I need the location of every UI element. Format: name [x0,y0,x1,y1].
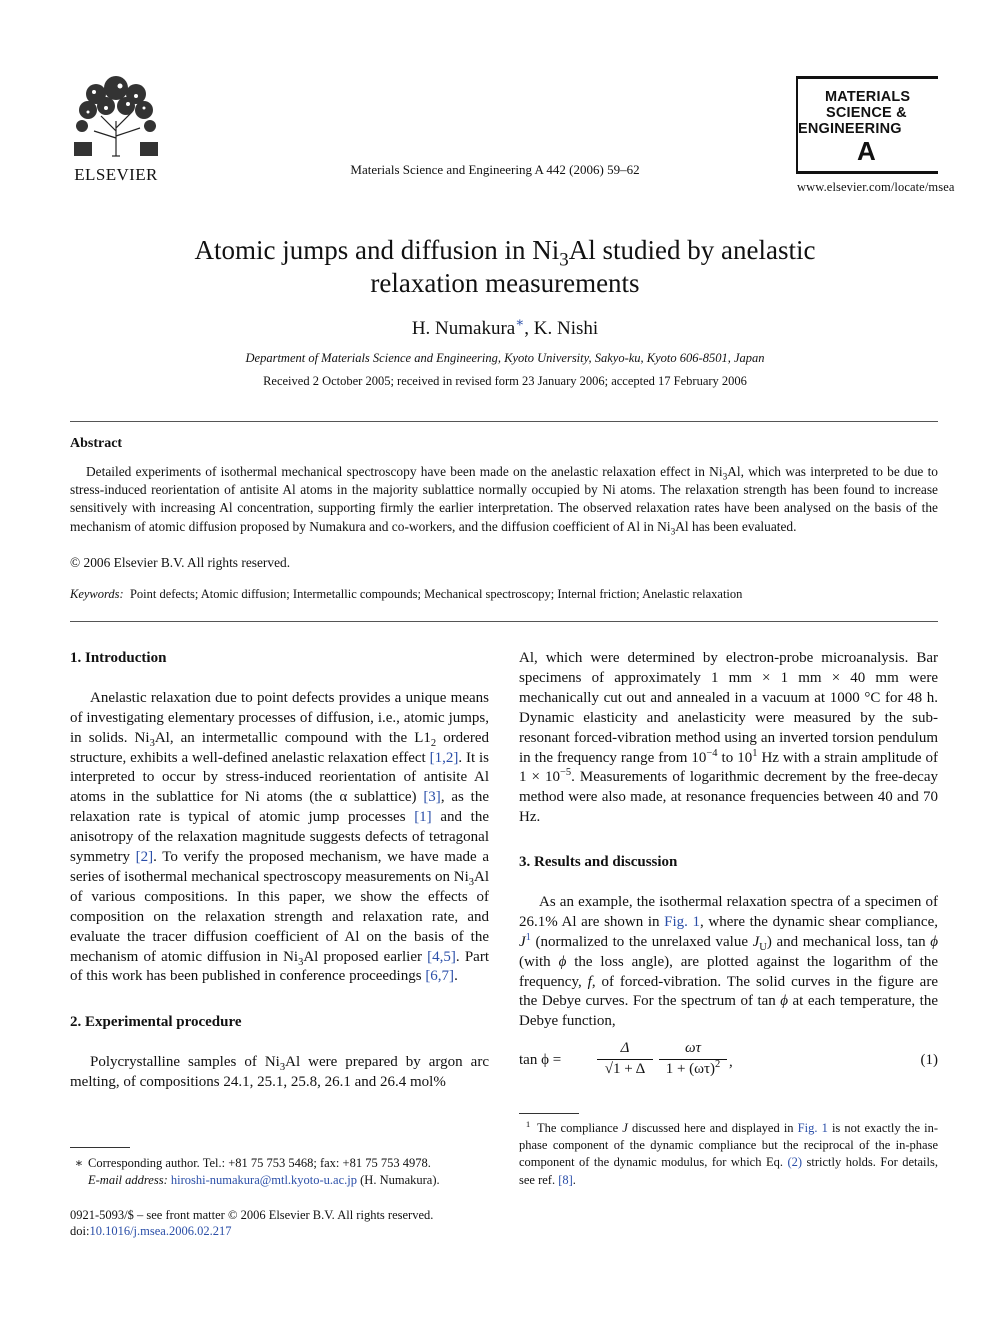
elsevier-wordmark: ELSEVIER [74,165,158,184]
title-text-1: Atomic jumps and diffusion in Ni [194,235,560,265]
fn-ref-8[interactable]: [8] [558,1172,573,1187]
received-dates: Received 2 October 2005; received in revised form 23 January 2006; accepted 17 February 2006 [263,374,747,388]
ref-6-7[interactable]: [6,7] [425,968,455,985]
footnote-1-mark[interactable]: 1 [525,931,531,943]
eq-den-2: 1 + (ωτ) [665,1061,716,1077]
footnote-rule-left [70,1147,130,1148]
experimental-continued: Al, which were determined by electron-probe microanalysis. Bar specimens of approximately 1 mm × 1 mm × 40 mm were mechanically cut out and annealed in a vacuum at 1000 °C for 48 h. Dynamic elasticity and anelasticity were measured by the sub-resonant forced-vibration method using an inverted torsion pendulum in the frequency range from $10^{-4}$ to $10^1$ Hz with a strain amplitude of $1 \times 10^{-5}$. Measurements of logarithmic decrement by the free-decay method were also made, at resonance frequencies between 40 and 70 Hz. [519,650,939,826]
abstract-body: Detailed experiments of isothermal mechanical spectroscopy have been made on the anelastic relaxation effect in $Ni_3Al$, which was interpreted to be due to stress-induced reorientation of antisite Al atoms in the majority sublattice normally occupied by Ni atoms. The relaxation strength has been found to increase sensitively with increasing Al concentration, supporting firmly the earlier interpretation. The observed relaxation rates have been analysed on the basis of the mechanism of atomic diffusion proposed by Numakura and co-workers, and the diffusion coefficient of Al in $Ni_3Al$ has been evaluated. [70,464,938,538]
journal-logo-line-2: SCIENCE & [826,105,907,121]
doi-line: doi:10.1016/j.msea.2006.02.217 [70,1224,232,1238]
footnote-rule-right [519,1113,579,1114]
title-subscript: 3 [559,249,569,271]
experimental-paragraph: Polycrystalline samples of $Ni_3Al$ were prepared by argon arc melting, of compositions 24.1, 25.1, 25.8, 26.1 and 26.4 mol% [70,1054,489,1091]
fn-eq-2-link[interactable]: (2) [787,1155,803,1170]
left-column [70,649,489,1093]
ref-3[interactable]: [3] [423,789,441,806]
elsevier-tree-icon [66,76,166,158]
footnote-1: $^1$ The compliance J discussed here and displayed in Fig. 1 is not exactly the in-phase component of the dynamic compliance but the reciprocal of the in-phase component of the dynamic modulus, for which Eq. (2) strictly holds. For details, see ref. [8]. [519,1118,938,1187]
keywords-list: Point defects; Atomic diffusion; Intermetallic compounds; Mechanical spectroscopy; Internal friction; Anelastic relaxation [129,587,743,601]
equation-1: tan ϕ = $\frac{\Delta}{√1 + \Delta}$ ωτ $1 + (\omega\tau)^2$ , (1) [519,1040,938,1077]
ref-1[interactable]: [1] [414,809,432,826]
section-2-heading: 2. Experimental procedure [70,1014,242,1031]
article-title [100,234,910,300]
author-1: H. Numakura [411,318,516,339]
elsevier-logo [66,76,166,184]
fn-fig-1-link[interactable]: Fig. 1 [797,1121,828,1135]
keywords-label: Keywords: [70,587,124,601]
corresponding-mark[interactable]: ∗ [515,314,525,330]
eq-num-1: Δ [620,1040,630,1056]
abstract-heading: Abstract [70,436,123,451]
eq-number: (1) [920,1052,938,1068]
rule-bottom [70,621,938,622]
doi-link[interactable]: 10.1016/j.msea.2006.02.217 [89,1224,232,1238]
keywords [70,587,938,602]
section-1-heading: 1. Introduction [70,650,167,666]
journal-logo [796,76,938,174]
eq-lhs: tan ϕ = [519,1052,562,1068]
results-paragraph: As an example, the isothermal relaxation spectra of a specimen of 26.1% Al are shown in Fig. 1, where the dynamic shear compliance, $J^1$ (normalized to the unrelaxed value $J_U$) and mechanical loss, tan ϕ (with ϕ the loss angle), are plotted against the logarithm of the frequency, f, of forced-vibration. The solid curves in the figure are the Debye curves. For the spectrum of tan ϕ at each temperature, the Debye function, [519,893,938,1030]
journal-logo-line-3: ENGINEERING [798,121,902,137]
section-3-heading: 3. Results and discussion [519,854,678,871]
fig-1-link[interactable]: Fig. 1 [664,913,701,930]
title-text-2: Al studied by anelastic [568,235,816,265]
ref-1-2[interactable]: [1,2] [429,749,459,766]
copyright-line: © 2006 Elsevier B.V. All rights reserved. [70,555,291,570]
ref-4-5[interactable]: [4,5] [427,948,456,965]
eq-num-2: ωτ [685,1040,701,1056]
rule-top [70,421,938,422]
intro-paragraph: Anelastic relaxation due to point defects provides a unique means of investigating elementary processes of diffusion, i.e., atomic jumps, in solids. $Ni_3Al$, an intermetallic compound with the $L1_2$ ordered structure, exhibits a well-defined anelastic relaxation effect [1,2]. It is interpreted to occur by stress-induced reorientation of antisite Al atoms in the sublattice for Ni atoms (the α sublattice) [3], as the relaxation rate is typical of atomic jump processes [1] and the anisotropy of the relaxation magnitude suggests defects of tetragonal symmetry [2]. To verify the proposed mechanism, we have made a series of isothermal mechanical spectroscopy measurements on $Ni_3Al$ of various compositions. In this paper, we show the effects of composition on the relaxation strength and relaxation rate, and evaluate the tracer diffusion coefficient of Al on the basis of the mechanism of atomic diffusion in $Ni_3Al$ proposed earlier [4,5]. Part of this work has been published in conference proceedings [6,7]. [70,689,490,985]
email-link[interactable]: hiroshi-numakura@mtl.kyoto-u.ac.jp [170,1173,358,1187]
author-list [200,314,810,340]
journal-url[interactable]: www.elsevier.com/locate/msea [797,180,955,194]
issn-line: 0921-5093/$ – see front matter © 2006 Elsevier B.V. All rights reserved. [70,1208,434,1222]
right-column [519,649,938,1032]
journal-logo-line-1: MATERIALS [825,89,911,105]
journal-citation: Materials Science and Engineering A 442 (2006) 59–62 [350,162,640,177]
author-2: , K. Nishi [524,318,599,339]
corresponding-footnote: ∗ Corresponding author. Tel.: +81 75 753 5468; fax: +81 75 753 4978. E-mail address: hiroshi-numakura@mtl.kyoto-u.ac.jp (H. Numakura). [74,1156,440,1187]
journal-logo-letter: A [857,136,876,166]
ref-2[interactable]: [2] [135,849,154,866]
title-text-3: relaxation measurements [370,268,640,298]
affiliation: Department of Materials Science and Engineering, Kyoto University, Sakyo-ku, Kyoto 606-8501, Japan [245,351,765,365]
eq-den-1: √1 + Δ [597,1059,653,1078]
